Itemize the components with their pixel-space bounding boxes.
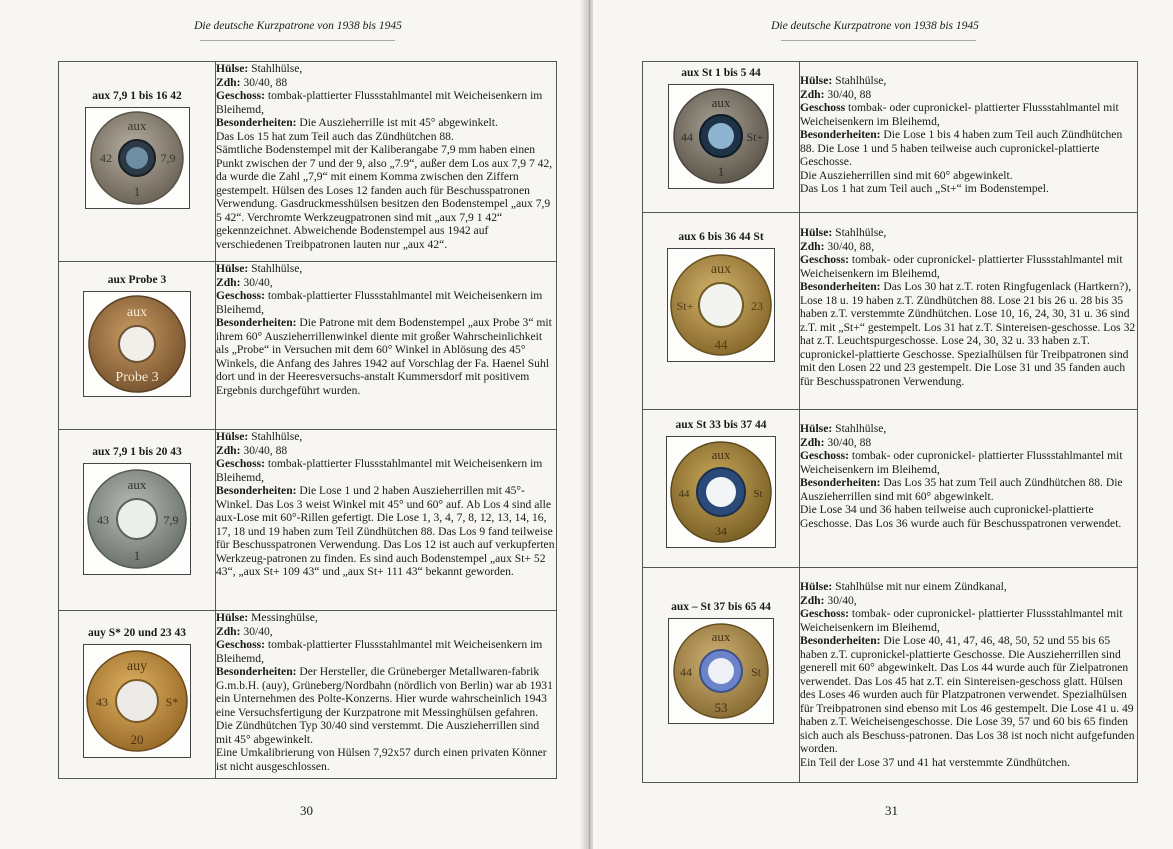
field-label: Hülse: bbox=[216, 262, 249, 275]
cartridge-photo bbox=[83, 644, 191, 758]
stamp-text: 34 bbox=[715, 524, 727, 538]
field-text: Stahlhülse mit nur einem Zündkanal, bbox=[832, 580, 1007, 593]
stamp-text: aux bbox=[710, 262, 732, 277]
description-line bbox=[216, 289, 556, 316]
field-label: Geschoss bbox=[800, 101, 846, 114]
field-text: Die Lose 1 und 2 haben Auszieherrillen mit 45°-Winkel. Das Los 3 weist Winkel mit 45° und 60° auf. Ab Los 4 sind alle aux-Lose mit 60°-Rillen gefertigt. Die Lose 1, 3, 4, 7, 8, 12, 13, 14, 16, 17, 18 und 19 haben zum Teil Zündhütchen 88. Das Los 9 fand teilweise für Beschusspatronen Verwendung. Das Los 12 ist auch auf verkupferten Werkzeug-patronen zu finden. Es sind auch Bodenstempel „aux St+ 52 43“, „aux St+ 109 43“ und „aux St+ 111 43“ bekannt geworden. bbox=[216, 484, 555, 578]
photo-cell bbox=[59, 611, 216, 779]
stamp-text: 1 bbox=[717, 164, 725, 179]
stamp-text: aux bbox=[711, 95, 731, 110]
description-block bbox=[800, 74, 1137, 196]
cartridge-photo bbox=[85, 107, 190, 209]
field-text: Die Patrone mit dem Bodenstempel „aux Probe 3“ mit ihrem 60° Auszieherrillenwinkel diente mit großer Wahrscheinlichkeit als „Probe“ in Versuchen mit dem 60° Winkel in Ablösung des 45° Winkels, die Anfang des Jahres 1942 auf Vorschlag der Fa. Haenel Suhl dort und in der Heeresversuchs-anstalt Kummersdorf mit positivem Ergebnis durchgeführt wurden. bbox=[216, 316, 552, 397]
description-cell bbox=[800, 568, 1138, 783]
field-text: 30/40, bbox=[824, 593, 857, 607]
field-label: Hülse: bbox=[216, 430, 249, 443]
stamp-text: 1 bbox=[133, 548, 141, 563]
description-line bbox=[216, 316, 556, 397]
cartridge-photo bbox=[668, 618, 774, 724]
stamp-text: 7,9 bbox=[160, 151, 175, 165]
field-text: 30/40, 88 bbox=[824, 87, 872, 101]
field-text: Ein Teil der Lose 37 und 41 hat verstemmte Zündhütchen. bbox=[800, 755, 1071, 769]
field-text: Das Los 30 hat z.T. roten Ringfugenlack (Hartkern?), Lose 18 u. 19 haben z.T. Zündhütchen 88. Lose 21 bis 26 u. 28 bis 35 haben z.T. verstemmte Zündhütchen. Lose 10, 16, 24, 30, 31 u. 36 sind z.T. mit „St+“ gestempelt. Los 31 hat z.T. Sintereisen-geschosse. Los 32 hat z.T. Leuchtspurgeschosse. Lose 24, 30, 32 u. 33 haben z.T. cupronickel-plattierte Geschosse. Spezialhülsen für Treibpatronen sind mit den Losen 22 und 23 gestempelt. Die Lose 31 und 35 fanden auch für Beschusspatronen Verwendung. bbox=[800, 280, 1136, 388]
field-text: tombak-plattierter Flussstahlmantel mit Weicheisenkern im Bleihemd, bbox=[216, 457, 543, 484]
description-line bbox=[800, 580, 1137, 594]
field-text: Der Hersteller, die Grüneberger Metallwaren-fabrik G.m.b.H. (auy), Grüneberg/Nordbahn (nördlich von Berlin) war ab 1931 ein Unternehmen des Polte-Konzerns. Hier wurde wahrscheinlich 1943 eine Versuchsfertigung der Kurzpatrone mit Messinghülsen gefahren. Die Zündhütchen Typ 30/40 sind verstemmt. Die Auszieherrillen sind mit 45° abgewinkelt. bbox=[216, 665, 553, 746]
description-line bbox=[800, 128, 1137, 169]
field-label: Hülse: bbox=[800, 422, 833, 435]
field-text: tombak- oder cupronickel- plattierter Flussstahlmantel mit Weicheisenkern im Bleihemd, bbox=[800, 607, 1123, 634]
lot-label: aux Probe 3 bbox=[107, 274, 167, 286]
field-label: Besonderheiten: bbox=[216, 665, 297, 678]
field-text: Das Los 35 hat zum Teil auch Zündhütchen 88. Die Auszieherrillen sind mit 60° abgewinkelt. bbox=[800, 476, 1123, 503]
field-text: Messinghülse, bbox=[248, 611, 318, 624]
description-line bbox=[216, 262, 556, 276]
field-label: Besonderheiten: bbox=[216, 484, 297, 497]
description-line bbox=[800, 88, 1137, 102]
field-text: Stahlhülse, bbox=[248, 62, 303, 75]
page-number: 30 bbox=[300, 803, 313, 818]
photo-cell bbox=[59, 62, 216, 262]
description-line bbox=[800, 182, 1137, 196]
stamp-text: 44 bbox=[680, 665, 692, 679]
stamp-text: aux bbox=[711, 447, 731, 462]
field-text: tombak- oder cupronickel- plattierter Flussstahlmantel mit Weicheisenkern im Bleihemd, bbox=[800, 449, 1123, 476]
description-line bbox=[800, 436, 1137, 450]
photo-cell bbox=[643, 213, 800, 410]
stamp-text: 53 bbox=[714, 700, 728, 715]
field-label: Geschoss: bbox=[216, 457, 265, 470]
field-text: Stahlhülse, bbox=[832, 422, 887, 435]
header-rule bbox=[200, 40, 395, 41]
table-row bbox=[643, 568, 1138, 783]
cartridge-photo bbox=[83, 291, 191, 397]
stamp-text: St+ bbox=[676, 299, 694, 313]
lot-label: aux 7,9 1 bis 20 43 bbox=[92, 446, 182, 458]
lot-label: aux 7,9 1 bis 16 42 bbox=[92, 90, 182, 102]
field-text: 30/40, 88 bbox=[824, 435, 872, 449]
field-text: tombak- oder cupronickel- plattierter Flussstahlmantel mit Weicheisenkern im Bleihemd, bbox=[800, 253, 1123, 280]
description-cell bbox=[216, 611, 557, 779]
description-block bbox=[800, 580, 1137, 769]
field-label: Besonderheiten: bbox=[216, 116, 297, 129]
field-label: Hülse: bbox=[800, 226, 833, 239]
description-block bbox=[216, 430, 556, 579]
field-text: Die Lose 40, 41, 47, 46, 48, 50, 52 und 55 bis 65 haben z.T. cupronickel-plattierte Geschosse. Die Auszieherrillen sind generell mit 60° abgewinkelt. Das Los 44 wurde auch für Zielpatronen verwendet. Das Los 45 hat z.T. ein Sintereisen-geschoss glatt. Hülsen des Loses 46 wurden auch für Platzpatronen verwendet. Spezialhülsen für Treibpatronen sind ebenso mit Los 46 gestempelt. Die Lose 41 u. 49 haben z.T. Weicheisengeschosse. Die Lose 39, 57 und 60 bis 65 finden sich auch als Beschuss-patronen. Das Los 38 ist noch nicht aufgefunden worden. bbox=[800, 634, 1135, 755]
description-line bbox=[800, 101, 1137, 128]
description-line bbox=[216, 116, 556, 130]
photo-cell bbox=[643, 62, 800, 213]
cartridge-photo bbox=[667, 248, 775, 362]
field-label: Besonderheiten: bbox=[800, 634, 881, 647]
field-label: Hülse: bbox=[216, 611, 249, 624]
lot-label: aux St 33 bis 37 44 bbox=[675, 419, 767, 431]
description-line bbox=[800, 422, 1137, 436]
stamp-text: 20 bbox=[130, 732, 144, 747]
stamp-text: Probe 3 bbox=[115, 370, 159, 385]
field-label: Hülse: bbox=[800, 580, 833, 593]
field-label: Zdh: bbox=[800, 239, 825, 253]
field-label: Zdh: bbox=[800, 87, 825, 101]
stamp-text: aux bbox=[127, 118, 146, 133]
photo-cell bbox=[59, 262, 216, 430]
stamp-text: St+ bbox=[746, 130, 764, 144]
photo-cell bbox=[643, 410, 800, 568]
field-label: Geschoss: bbox=[216, 638, 265, 651]
stamp-text: S* bbox=[165, 695, 179, 709]
description-line bbox=[800, 240, 1137, 254]
field-label: Besonderheiten: bbox=[216, 316, 297, 329]
field-text: 30/40, 88 bbox=[240, 75, 288, 89]
description-cell bbox=[216, 262, 557, 430]
field-text: Die Auszieherrillen sind mit 60° abgewinkelt. bbox=[800, 168, 1013, 182]
field-text: 30/40, 88 bbox=[240, 443, 288, 457]
table-row bbox=[643, 62, 1138, 213]
description-line bbox=[800, 74, 1137, 88]
field-label: Besonderheiten: bbox=[800, 280, 881, 293]
running-head: Die deutsche Kurzpatrone von 1938 bis 1945 bbox=[194, 20, 402, 32]
stamp-text: aux bbox=[127, 477, 147, 492]
field-label: Hülse: bbox=[800, 74, 833, 87]
field-text: tombak-plattierter Flussstahlmantel mit Weicheisenkern im Bleihemd, bbox=[216, 638, 543, 665]
table-row bbox=[59, 611, 557, 779]
description-line bbox=[216, 746, 556, 773]
field-label: Zdh: bbox=[216, 275, 241, 289]
field-label: Zdh: bbox=[216, 624, 241, 638]
description-cell bbox=[800, 410, 1138, 568]
field-text: tombak- oder cupronickel- plattierter Flussstahlmantel mit Weicheisenkern im Bleihemd, bbox=[800, 101, 1119, 128]
running-head: Die deutsche Kurzpatrone von 1938 bis 1945 bbox=[771, 20, 979, 32]
description-cell bbox=[216, 62, 557, 262]
description-line bbox=[800, 756, 1137, 770]
table-row bbox=[643, 213, 1138, 410]
header-rule bbox=[781, 40, 976, 41]
description-line bbox=[216, 444, 556, 458]
stamp-text: 43 bbox=[96, 695, 108, 709]
field-text: 30/40, bbox=[240, 275, 273, 289]
field-label: Geschoss: bbox=[800, 607, 849, 620]
description-line bbox=[216, 276, 556, 290]
description-line bbox=[800, 253, 1137, 280]
stamp-text: 42 bbox=[99, 151, 112, 165]
description-line bbox=[216, 625, 556, 639]
field-text: Stahlhülse, bbox=[832, 74, 887, 87]
field-label: Geschoss: bbox=[216, 289, 265, 302]
description-block bbox=[800, 226, 1137, 388]
description-cell bbox=[216, 430, 557, 611]
description-block bbox=[800, 422, 1137, 530]
description-line bbox=[216, 484, 556, 579]
field-text: tombak-plattierter Flussstahlmantel mit Weicheisenkern im Bleihemd, bbox=[216, 89, 543, 116]
stamp-text: 44 bbox=[681, 130, 693, 144]
description-cell bbox=[800, 62, 1138, 213]
stamp-text: aux bbox=[711, 629, 731, 644]
field-text: Das Los 1 hat zum Teil auch „St+“ im Bodenstempel. bbox=[800, 182, 1049, 195]
description-line bbox=[216, 76, 556, 90]
field-text: Die Lose 34 und 36 haben teilweise auch cupronickel-plattierte Geschosse. Das Los 36 wurde auch für Beschusspatronen verwendet. bbox=[800, 503, 1122, 530]
cartridge-table bbox=[58, 61, 557, 779]
description-line bbox=[800, 226, 1137, 240]
stamp-text: 23 bbox=[751, 299, 763, 313]
description-line bbox=[216, 430, 556, 444]
stamp-text: 44 bbox=[714, 337, 728, 352]
field-text: Stahlhülse, bbox=[248, 262, 303, 275]
field-label: Zdh: bbox=[216, 443, 241, 457]
cartridge-photo bbox=[668, 84, 774, 189]
stamp-text: 7,9 bbox=[163, 513, 179, 527]
stamp-text: aux bbox=[126, 305, 148, 320]
description-block bbox=[216, 262, 556, 397]
table-row bbox=[643, 410, 1138, 568]
field-text: Stahlhülse, bbox=[832, 226, 887, 239]
field-text: Das Los 15 hat zum Teil auch das Zündhütchen 88. bbox=[216, 129, 454, 143]
field-label: Besonderheiten: bbox=[800, 128, 881, 141]
field-text: tombak-plattierter Flussstahlmantel mit Weicheisenkern im Bleihemd, bbox=[216, 289, 543, 316]
description-line bbox=[216, 143, 556, 251]
lot-label: aux St 1 bis 5 44 bbox=[681, 67, 761, 79]
stamp-text: 1 bbox=[133, 184, 140, 199]
stamp-text: 44 bbox=[678, 488, 690, 500]
description-cell bbox=[800, 213, 1138, 410]
description-line bbox=[216, 130, 556, 144]
photo-cell bbox=[643, 568, 800, 783]
field-text: 30/40, 88, bbox=[824, 239, 875, 253]
left-page bbox=[0, 0, 586, 849]
description-line bbox=[216, 611, 556, 625]
lot-label: aux – St 37 bis 65 44 bbox=[671, 601, 771, 613]
lot-label: auy S* 20 und 23 43 bbox=[87, 627, 187, 639]
photo-cell bbox=[59, 430, 216, 611]
description-line bbox=[216, 89, 556, 116]
description-block bbox=[216, 611, 556, 773]
field-text: Eine Umkalibrierung von Hülsen 7,92x57 durch einen privaten Könner ist nicht ausgeschlossen. bbox=[216, 746, 547, 773]
field-label: Zdh: bbox=[800, 593, 825, 607]
stamp-text: St bbox=[750, 665, 762, 679]
page-number: 31 bbox=[885, 803, 898, 818]
field-label: Besonderheiten: bbox=[800, 476, 881, 489]
field-text: 30/40, bbox=[240, 624, 273, 638]
description-line bbox=[800, 449, 1137, 476]
cartridge-table bbox=[642, 61, 1138, 783]
description-block bbox=[216, 62, 556, 251]
description-line bbox=[800, 594, 1137, 608]
table-row bbox=[59, 430, 557, 611]
description-line bbox=[216, 457, 556, 484]
field-label: Geschoss: bbox=[800, 449, 849, 462]
field-text: Die Lose 1 bis 4 haben zum Teil auch Zündhütchen 88. Die Lose 1 und 5 haben teilweise auch cupronickel-plattierte Geschosse. bbox=[800, 128, 1123, 168]
cartridge-photo bbox=[666, 436, 776, 548]
field-text: Stahlhülse, bbox=[248, 430, 303, 443]
field-text: Die Auszieherrille ist mit 45° abgewinkelt. bbox=[296, 116, 498, 129]
field-text: Sämtliche Bodenstempel mit der Kaliberangabe 7,9 mm haben einen Punkt zwischen der 7 und der 9, also „7.9“, außer dem Los aux 7,9 7 42, da wurde die Zahl „7,9“ mit einem Komma zwischen den Ziffern gestempelt. Hülsen des Loses 12 fanden auch für Beschusspatronen Verwendung. Gasdruckmesshülsen besitzen den Bodenstempel „aux 7,9 5 42“. Verchromte Werkzeugpatronen sind mit „aux 7,9 1 42“ gekennzeichnet. Abweichende Bodenstempel aus 1942 auf verschiedenen Treibpatronen lauten nur „aux 42“. bbox=[216, 143, 553, 251]
description-line bbox=[800, 169, 1137, 183]
description-line bbox=[800, 280, 1137, 388]
field-label: Zdh: bbox=[800, 435, 825, 449]
field-label: Geschoss: bbox=[800, 253, 849, 266]
description-line bbox=[216, 665, 556, 746]
stamp-text: auy bbox=[126, 659, 148, 674]
lot-label: aux 6 bis 36 44 St bbox=[678, 231, 764, 243]
stamp-text: 43 bbox=[97, 513, 109, 527]
description-line bbox=[216, 638, 556, 665]
right-page bbox=[593, 0, 1173, 849]
field-label: Hülse: bbox=[216, 62, 249, 75]
description-line bbox=[800, 476, 1137, 503]
description-line bbox=[800, 503, 1137, 530]
description-line bbox=[800, 634, 1137, 756]
field-label: Zdh: bbox=[216, 75, 241, 89]
cartridge-photo bbox=[83, 463, 191, 575]
description-line bbox=[216, 62, 556, 76]
description-line bbox=[800, 607, 1137, 634]
field-label: Geschoss: bbox=[216, 89, 265, 102]
stamp-text: St bbox=[753, 488, 763, 500]
table-row bbox=[59, 262, 557, 430]
table-row bbox=[59, 62, 557, 262]
